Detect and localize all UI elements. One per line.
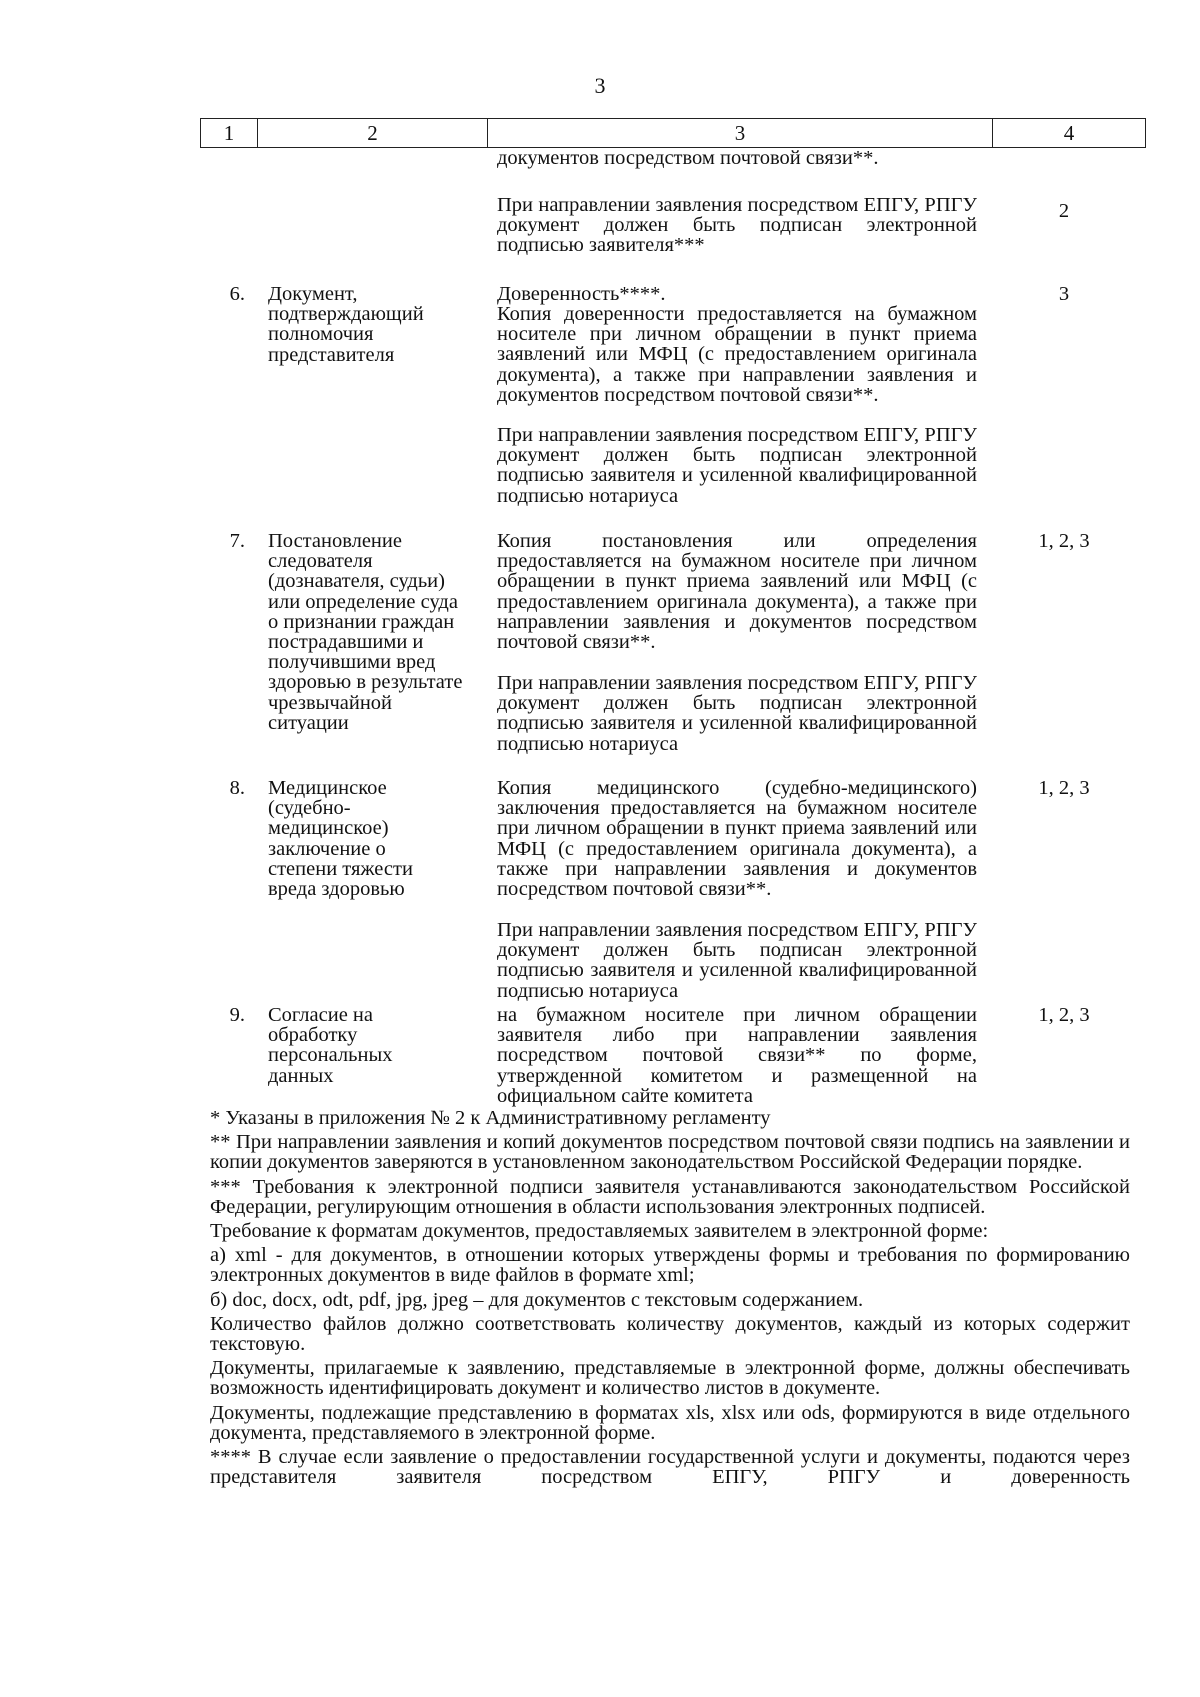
continuation-paragraph: При направлении заявления посредством ЕПГУ, РПГУ документ должен быть подписан электронной подписью заявителя*** bbox=[497, 194, 977, 257]
row-6-description-2: При направлении заявления посредством ЕПГУ, РПГУ документ должен быть подписан электронной подписью заявителя и усиленной квалифицированной подписью нотариуса bbox=[497, 424, 977, 507]
row-8-number: 8. bbox=[229, 777, 245, 799]
row-7-description: Копия постановления или определения предоставляется на бумажном носителе при личном обращении в пункт приема заявлений или МФЦ (с предоставлением оригинала документа), а также при направлении заявления и документов посредством почтовой связи**. bbox=[497, 530, 977, 654]
spreadsheet-formats: Документы, подлежащие представлению в форматах xls, xlsx или ods, формируются в виде отдельного документа, представляемого в электронной форме. bbox=[210, 1401, 1130, 1444]
page-number: 3 bbox=[594, 73, 606, 98]
row-8-description-2: При направлении заявления посредством ЕПГУ, РПГУ документ должен быть подписан электронной подписью заявителя и усиленной квалифицированной подписью нотариуса bbox=[497, 919, 977, 1002]
row-6-document-name: Документ, подтверждающий полномочия представителя bbox=[268, 283, 424, 366]
header-col-3: 3 bbox=[488, 119, 993, 148]
footnote-4: **** В случае если заявление о предоставлении государственной услуги и документы, подаются через представителя заявителя посредством ЕПГУ, РПГУ и доверенность bbox=[210, 1446, 1130, 1489]
row-6-ways: 3 bbox=[1058, 283, 1070, 305]
header-col-4: 4 bbox=[993, 119, 1146, 148]
format-xml: а) xml - для документов, в отношении которых утверждены формы и требования по формированию электронных документов в виде файлов в формате xml; bbox=[210, 1244, 1130, 1287]
row-8-description: Копия медицинского (судебно-медицинского) заключения предоставляется на бумажном носителе при личном обращении в пункт приема заявлений или МФЦ (с предоставлением оригинала документа), а также при направлении заявления и документов посредством почтовой связи**. bbox=[497, 777, 977, 901]
format-text: б) doc, docx, odt, pdf, jpg, jpeg – для документов с текстовым содержанием. bbox=[210, 1288, 864, 1311]
footnote-2: ** При направлении заявления и копий документов посредством почтовой связи подпись на заявлении и копии документов заверяются в установленном законодательством Российской Федерации порядке. bbox=[210, 1131, 1130, 1174]
row-6-number: 6. bbox=[229, 283, 245, 305]
files-count: Количество файлов должно соответствовать количеству документов, каждый из которых содержит текстовую. bbox=[210, 1312, 1130, 1356]
documents-identification: Документы, прилагаемые к заявлению, представляемые в электронной форме, должны обеспечивать возможность идентифицировать документ и количество листов в документе. bbox=[210, 1357, 1130, 1400]
header-col-1: 1 bbox=[201, 119, 258, 148]
row-9-ways: 1, 2, 3 bbox=[1038, 1004, 1090, 1026]
row-8-document-name: Медицинское (судебно-медицинское) заключение о степени тяжести вреда здоровью bbox=[268, 777, 413, 901]
continuation-ways: 2 bbox=[1058, 200, 1070, 222]
row-9-description: на бумажном носителе при личном обращении заявителя либо при направлении заявления посредством почтовой связи** по форме, утвержденной комитетом и размещенной на официальном сайте комитета bbox=[497, 1004, 977, 1107]
row-9-number: 9. bbox=[229, 1004, 245, 1026]
continuation-line: документов посредством почтовой связи**. bbox=[497, 147, 879, 169]
table-header bbox=[200, 118, 1146, 148]
row-7-number: 7. bbox=[229, 530, 245, 552]
row-6-description: Копия доверенности предоставляется на бумажном носителе при личном обращении в пункт приема заявлений или МФЦ (с предоставлением оригинала документа), а также при направлении заявления и документов посредством почтовой связи**. bbox=[497, 303, 977, 406]
row-6-desc-first: Доверенность****. bbox=[497, 283, 666, 305]
format-requirements: Требование к форматам документов, предоставляемых заявителем в электронной форме: bbox=[210, 1220, 989, 1243]
row-8-ways: 1, 2, 3 bbox=[1038, 777, 1090, 799]
footnote-3: *** Требования к электронной подписи заявителя устанавливаются законодательством Российской Федерации, регулирующим отношения в области использования электронных подписей. bbox=[210, 1175, 1130, 1218]
row-7-description-2: При направлении заявления посредством ЕПГУ, РПГУ документ должен быть подписан электронной подписью заявителя и усиленной квалифицированной подписью нотариуса bbox=[497, 672, 977, 755]
row-7-ways: 1, 2, 3 bbox=[1038, 530, 1090, 552]
row-7-document-name: Постановление следователя (дознавателя, судьи) или определение суда о признании граждан пострадавшими и получившими вред здоровью в результате чрезвычайной ситуации bbox=[268, 530, 463, 734]
header-col-2: 2 bbox=[258, 119, 488, 148]
footnotes bbox=[210, 1108, 1130, 1491]
footnote-1: * Указаны в приложения № 2 к Административному регламенту bbox=[210, 1107, 771, 1129]
row-9-document-name: Согласие на обработку персональных данных bbox=[268, 1004, 393, 1087]
